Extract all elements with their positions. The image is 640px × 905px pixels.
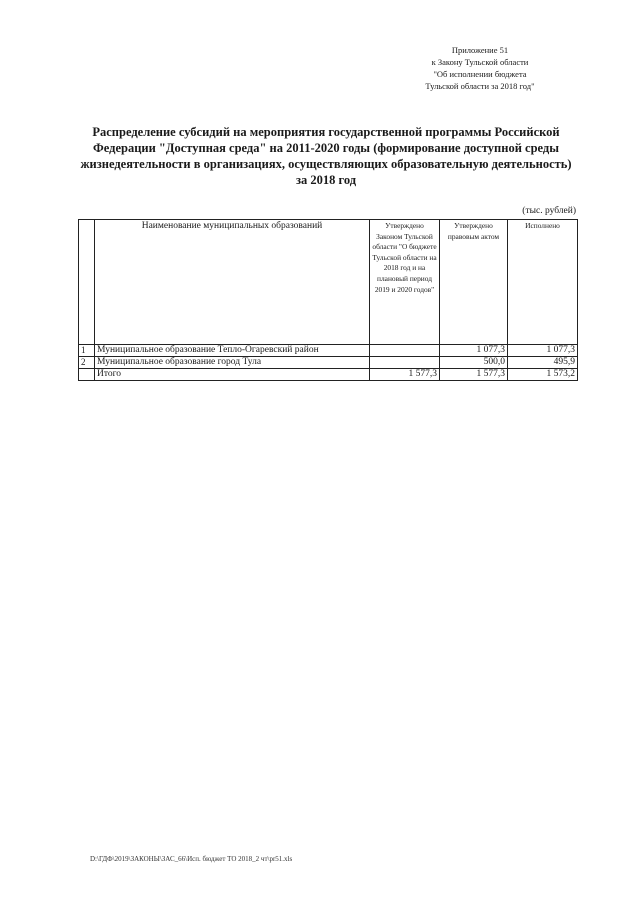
header-name: Наименование муниципальных образований xyxy=(95,220,370,345)
title-line: жизнедеятельности в организациях, осуществляющих образовательную деятельность) xyxy=(80,157,572,171)
file-path-footer: D:\ГДФ\2019\ЗАКОНЫ\ЗАС_66\Исп. бюджет ТО 2018_2 чт\pr51.xls xyxy=(90,855,293,863)
row-executed: 1 077,3 xyxy=(508,345,578,357)
row-name: Муниципальное образование Тепло-Огаревский район xyxy=(95,345,370,357)
row-number: 2 xyxy=(79,357,95,369)
row-approved-act: 500,0 xyxy=(440,357,508,369)
subsidy-table xyxy=(78,219,578,381)
header-approved-law: Утверждено Законом Тульской области "О бюджете Тульской области на 2018 год и на плановый период 2019 и 2020 годов" xyxy=(370,220,440,345)
appendix-line: Тульской области за 2018 год" xyxy=(425,81,535,91)
total-executed: 1 573,2 xyxy=(508,369,578,381)
table-row xyxy=(79,345,578,357)
header-executed: Исполнено xyxy=(508,220,578,345)
row-number: 1 xyxy=(79,345,95,357)
appendix-heading xyxy=(395,44,565,92)
table-total-row xyxy=(79,369,578,381)
table-header-row xyxy=(79,220,578,345)
total-approved-law: 1 577,3 xyxy=(370,369,440,381)
row-name: Муниципальное образование город Тула xyxy=(95,357,370,369)
header-approved-act: Утверждено правовым актом xyxy=(440,220,508,345)
row-executed: 495,9 xyxy=(508,357,578,369)
row-approved-act: 1 077,3 xyxy=(440,345,508,357)
units-label: (тыс. рублей) xyxy=(522,206,576,216)
appendix-line: Приложение 51 xyxy=(451,45,509,55)
table-row xyxy=(79,357,578,369)
total-label: Итого xyxy=(95,369,370,381)
title-line: за 2018 год xyxy=(295,173,357,187)
row-approved-law xyxy=(370,345,440,357)
title-line: Распределение субсидий на мероприятия государственной программы Российской xyxy=(92,125,560,139)
header-no xyxy=(79,220,95,345)
row-approved-law xyxy=(370,357,440,369)
title-line: Федерации "Доступная среда" на 2011-2020 годы (формирование доступной среды xyxy=(93,141,559,155)
appendix-line: "Об исполнении бюджета xyxy=(433,69,527,79)
total-number xyxy=(79,369,95,381)
appendix-line: к Закону Тульской области xyxy=(431,57,529,67)
document-title xyxy=(60,124,592,188)
total-approved-act: 1 577,3 xyxy=(440,369,508,381)
